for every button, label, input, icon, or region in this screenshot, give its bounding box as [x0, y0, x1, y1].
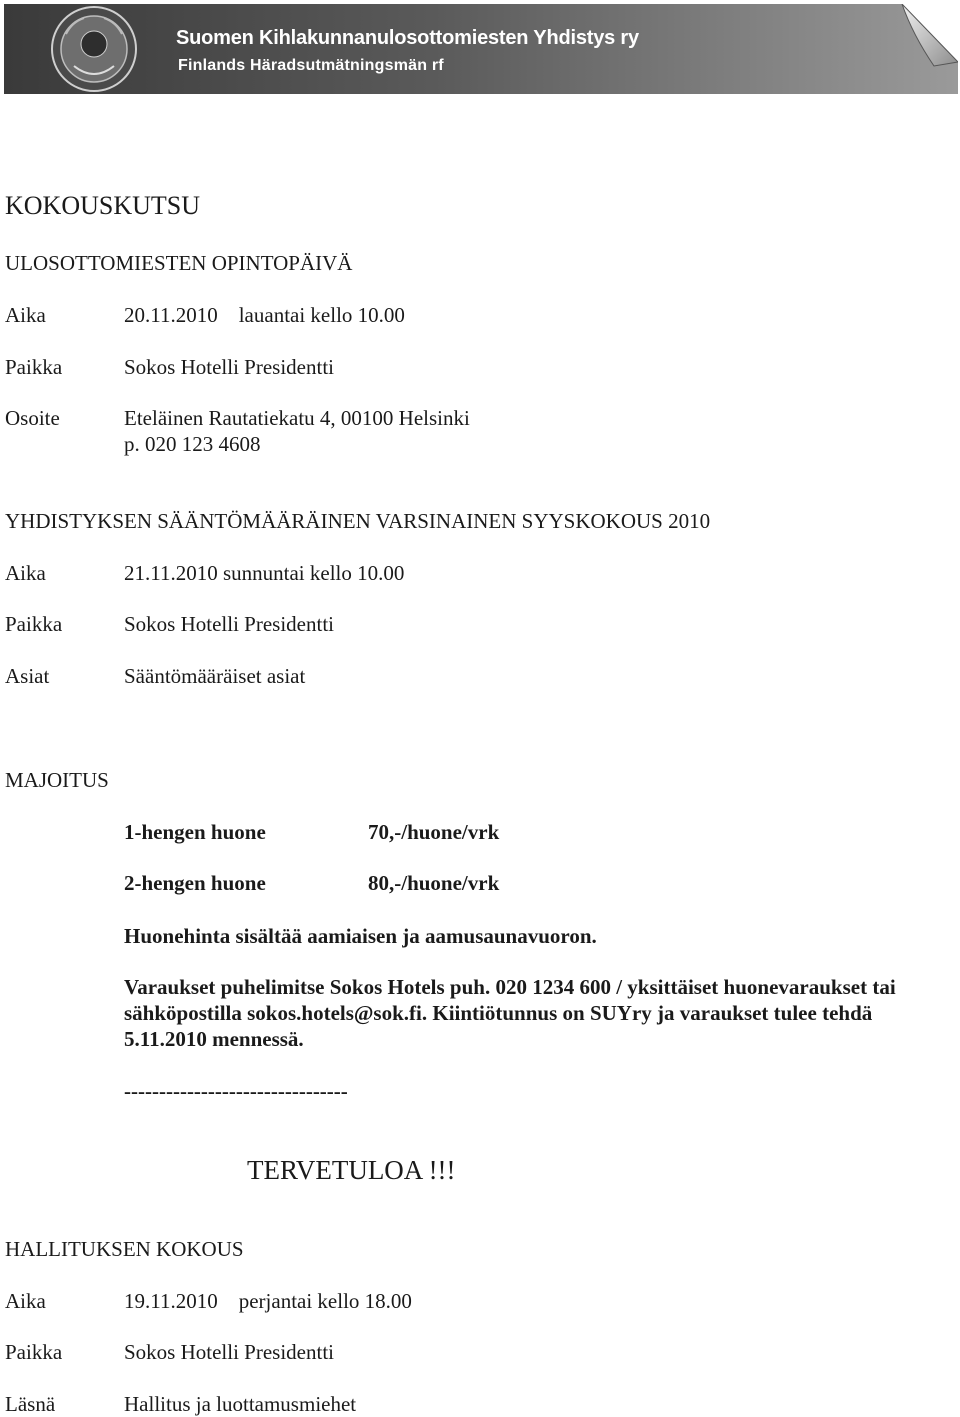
welcome-text: TERVETULOA !!! — [247, 1155, 456, 1185]
osoite-value: Eteläinen Rautatiekatu 4, 00100 Helsinki — [124, 406, 470, 430]
section-heading-hallitus: HALLITUKSEN KOKOUS — [5, 1237, 244, 1261]
room-single-label: 1-hengen huone — [124, 820, 266, 844]
lasna-label: Läsnä — [5, 1392, 56, 1416]
paikka-label: Paikka — [5, 612, 63, 636]
paikka-value: Sokos Hotelli Presidentti — [124, 612, 334, 636]
lasna-value: Hallitus ja luottamusmiehet — [124, 1392, 357, 1416]
seal-logo-icon — [52, 7, 136, 91]
paikka-label: Paikka — [5, 355, 63, 379]
aika-label: Aika — [5, 1289, 46, 1313]
booking-info-line: 5.11.2010 mennessä. — [124, 1027, 304, 1051]
separator-dashes: -------------------------------- — [124, 1079, 348, 1103]
paikka-value: Sokos Hotelli Presidentti — [124, 355, 334, 379]
paikka-value: Sokos Hotelli Presidentti — [124, 1340, 334, 1364]
document-title: KOKOUSKUTSU — [5, 191, 201, 220]
aika-label: Aika — [5, 303, 46, 327]
aika-label: Aika — [5, 561, 46, 585]
room-double-label: 2-hengen huone — [124, 871, 266, 895]
aika-value: 19.11.2010 perjantai kello 18.00 — [124, 1289, 412, 1313]
section-heading-majoitus: MAJOITUS — [5, 768, 109, 792]
room-single-price: 70,-/huone/vrk — [368, 820, 500, 844]
paikka-label: Paikka — [5, 1340, 63, 1364]
asiat-value: Sääntömääräiset asiat — [124, 664, 306, 688]
section-heading-opintopaiva: ULOSOTTOMIESTEN OPINTOPÄIVÄ — [5, 251, 353, 275]
room-double-price: 80,-/huone/vrk — [368, 871, 500, 895]
aika-value: 21.11.2010 sunnuntai kello 10.00 — [124, 561, 405, 585]
section-heading-syyskokous: YHDISTYKSEN SÄÄNTÖMÄÄRÄINEN VARSINAINEN SYYSKOKOUS 2010 — [5, 509, 711, 533]
osoite-label: Osoite — [5, 406, 60, 430]
booking-info-line: sähköpostilla sokos.hotels@sok.fi. Kiintiötunnus on SUYry ja varaukset tulee tehdä — [124, 1001, 873, 1025]
aika-value: 20.11.2010 lauantai kello 10.00 — [124, 303, 405, 327]
phone-value: p. 020 123 4608 — [124, 432, 261, 456]
price-includes-note: Huonehinta sisältää aamiaisen ja aamusaunavuoron. — [124, 924, 597, 948]
org-name-finnish: Suomen Kihlakunnanulosottomiesten Yhdistys ry — [176, 27, 639, 49]
asiat-label: Asiat — [5, 664, 50, 688]
booking-info-line: Varaukset puhelimitse Sokos Hotels puh. 020 1234 600 / yksittäiset huonevaraukset tai — [124, 975, 896, 999]
org-name-swedish: Finlands Häradsutmätningsmän rf — [178, 57, 444, 74]
letterhead-banner — [4, 4, 958, 94]
